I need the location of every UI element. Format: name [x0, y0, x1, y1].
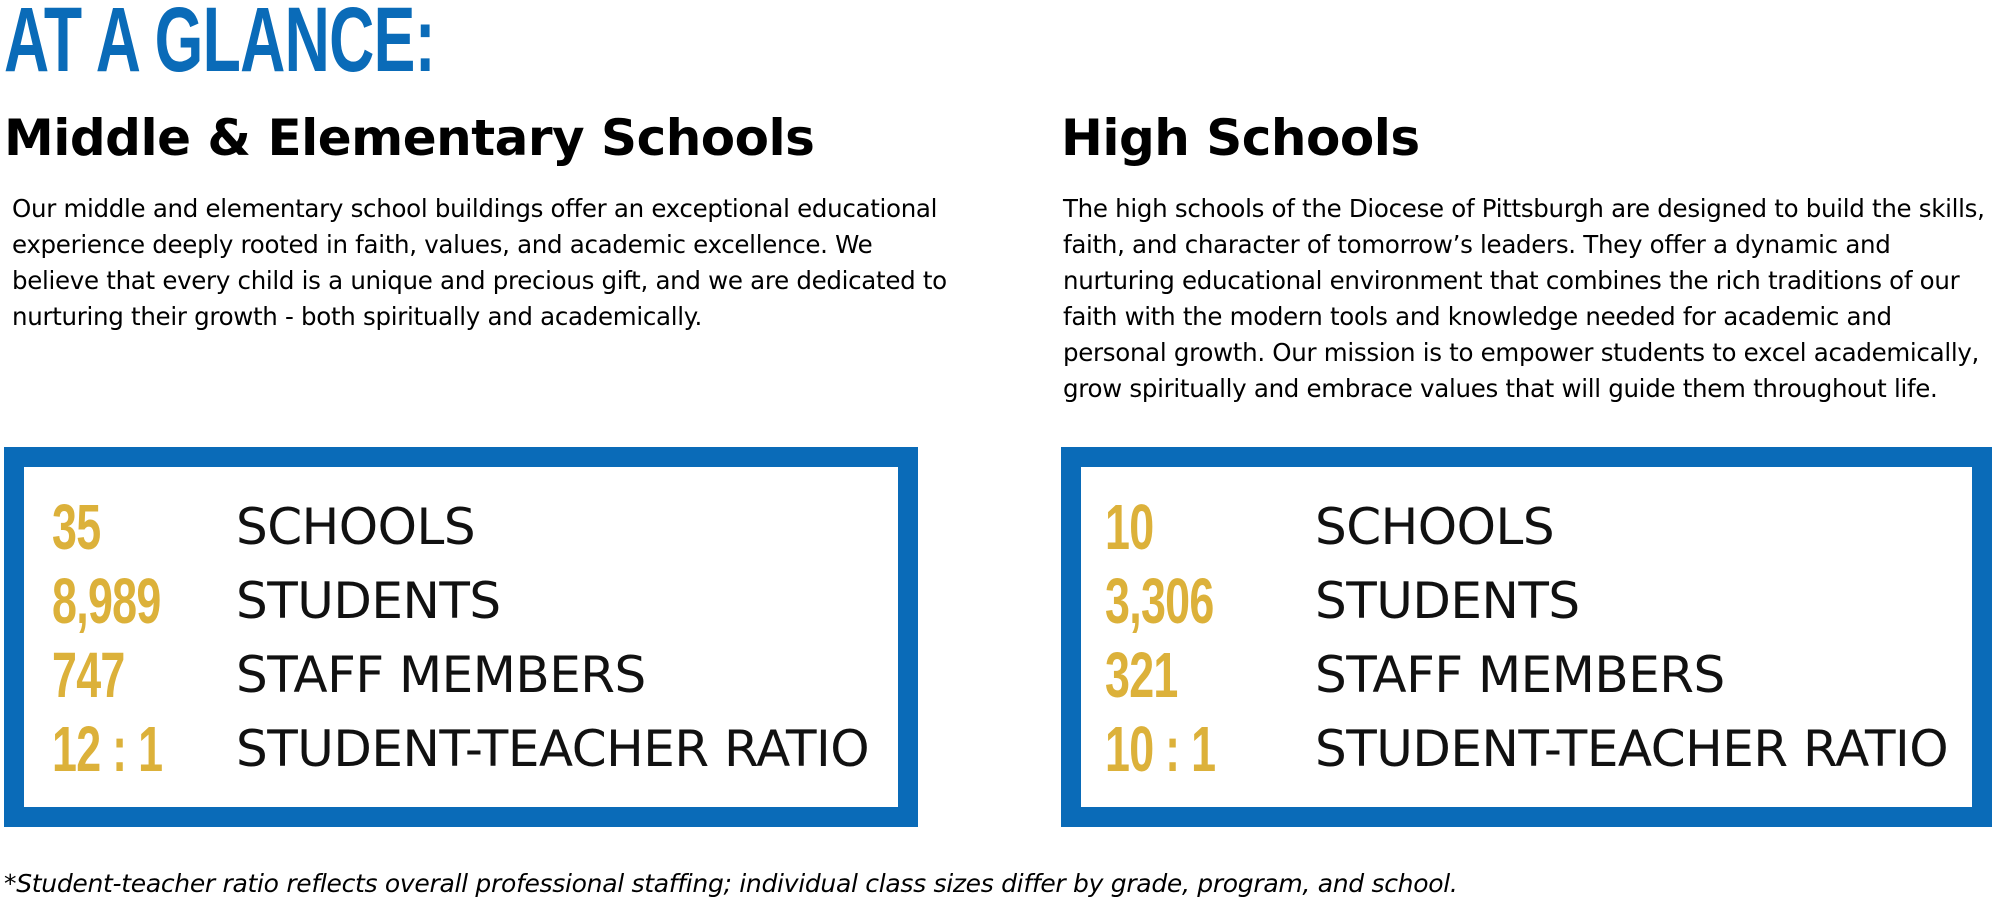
stat-value: 321	[1105, 639, 1178, 711]
stat-row-schools	[52, 491, 912, 563]
stat-row-staff	[1105, 639, 1985, 711]
stat-row-schools	[1105, 491, 1985, 563]
stat-label: STAFF MEMBERS	[236, 646, 646, 704]
stat-value: 10 : 1	[1105, 713, 1216, 785]
stat-value: 10	[1105, 491, 1154, 563]
stat-label: STUDENT-TEACHER RATIO	[236, 720, 870, 778]
middle-elementary-section	[4, 105, 947, 335]
stat-row-students	[52, 565, 912, 637]
stat-row-staff	[52, 639, 912, 711]
stat-value: 35	[52, 491, 101, 563]
stat-label: STAFF MEMBERS	[1315, 646, 1725, 704]
stat-label: STUDENT-TEACHER RATIO	[1315, 720, 1949, 778]
stat-row-students	[1105, 565, 1985, 637]
stat-row-ratio	[52, 713, 912, 785]
middle-elementary-stats-box	[4, 447, 918, 827]
stat-label: STUDENTS	[236, 572, 501, 630]
stat-label: SCHOOLS	[1315, 498, 1555, 556]
stat-value: 747	[52, 639, 125, 711]
stat-value: 12 : 1	[52, 713, 163, 785]
high-schools-section	[1061, 105, 1996, 407]
stat-value: 3,306	[1105, 565, 1214, 637]
middle-elementary-description: Our middle and elementary school buildings offer an exceptional educational experience deeply rooted in faith, values, and academic excellence. We believe that every child is a unique and precious gift, and we are dedicated to nurturing their growth - both spiritually and academically.	[12, 194, 947, 331]
high-schools-heading: High Schools	[1061, 109, 1420, 167]
high-schools-description: The high schools of the Diocese of Pittsburgh are designed to build the skills, faith, and character of tomorrow’s leaders. They offer a dynamic and nurturing educational environment that combines the rich traditions of our faith with the modern tools and knowledge needed for academic and personal growth. Our mission is to empower students to excel academically, grow spiritually and embrace values that will guide them throughout life.	[1063, 194, 1985, 403]
high-schools-stats-box	[1061, 447, 1992, 827]
stat-row-ratio	[1105, 713, 1985, 785]
stat-label: STUDENTS	[1315, 572, 1580, 630]
page-headline: AT A GLANCE:	[4, 0, 435, 91]
middle-elementary-heading: Middle & Elementary Schools	[4, 109, 815, 167]
ratio-footnote: *Student-teacher ratio reflects overall professional staffing; individual class sizes differ by grade, program, and school.	[4, 869, 1458, 898]
stat-value: 8,989	[52, 565, 161, 637]
stat-label: SCHOOLS	[236, 498, 476, 556]
